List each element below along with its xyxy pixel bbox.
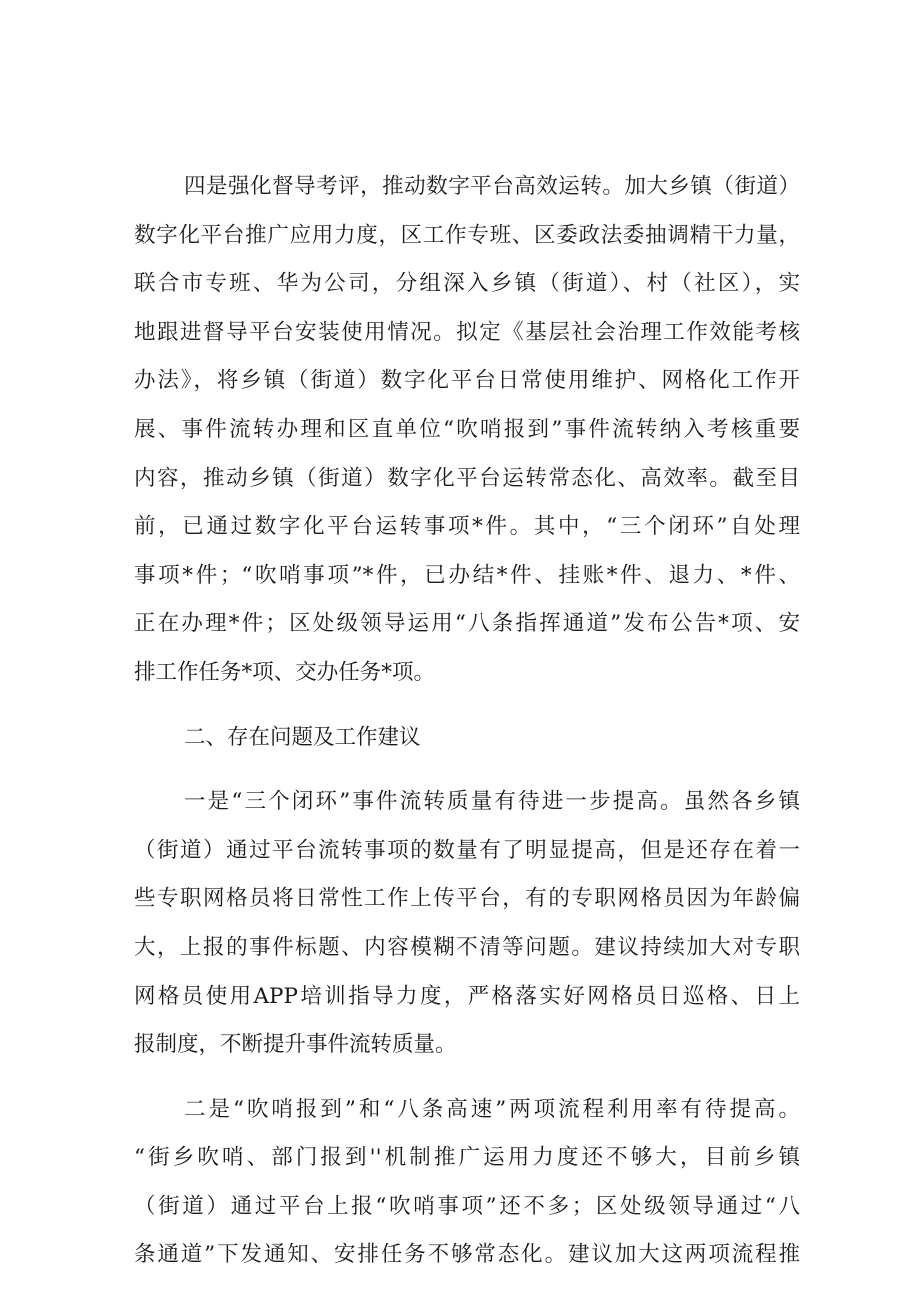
text-line: 展、事件流转办理和区直单位“吹哨报到”事件流转纳入考核重要: [134, 416, 800, 442]
paragraph-whistle-and-eight-channels: [134, 1086, 800, 1280]
paragraph-spacer: [134, 762, 800, 778]
text-line: （街道）通过平台流转事项的数量有了明显提高，但是还存在着一: [134, 837, 800, 863]
text-line: 一是“三个闭环”事件流转质量有待进一步提高。虽然各乡镇: [184, 789, 800, 815]
text-line: 四是强化督导考评，推动数字平台高效运转。加大乡镇（街道）: [184, 174, 800, 199]
paragraph-three-closed-loops: [134, 778, 800, 1070]
text-line: 地跟进督导平台安装使用情况。拟定《基层社会治理工作效能考核: [134, 319, 800, 345]
text-line: 报制度，不断提升事件流转质量。: [134, 1032, 457, 1058]
text-line: 大，上报的事件标题、内容模糊不清等问题。建议持续加大对专职: [134, 934, 800, 960]
paragraph-digital-platform-supervision: [134, 163, 800, 698]
text-line: 内容，推动乡镇（街道）数字化平台运转常态化、高效率。截至目: [134, 465, 800, 491]
text-line: 网格员使用APP培训指导力度，严格落实好网格员日巡格、日上: [134, 983, 800, 1009]
text-line: 排工作任务*项、交办任务*项。: [134, 659, 436, 685]
text-line: 办法》，将乡镇（街道）数字化平台日常使用维护、网格化工作开: [134, 368, 800, 394]
text-line: 数字化平台推广应用力度，区工作专班、区委政法委抽调精干力量，: [134, 222, 800, 248]
text-line: 二是“吹哨报到”和“八条高速”两项流程利用率有待提高。: [184, 1096, 800, 1122]
text-line: （街道）通过平台上报“吹哨事项”还不多；区处级领导通过“八: [134, 1193, 800, 1219]
paragraph-spacer: [134, 1070, 800, 1086]
paragraph-spacer: [134, 698, 800, 714]
document-body: [134, 163, 800, 1280]
text-line: 条通道”下发通知、安排任务不够常态化。建议加大这两项流程推: [134, 1242, 800, 1268]
text-line: 些专职网格员将日常性工作上传平台，有的专职网格员因为年龄偏: [134, 886, 800, 912]
text-line: 前，已通过数字化平台运转事项*件。其中，“三个闭环”自处理: [134, 514, 800, 540]
section-heading-problems-and-suggestions: 二、存在问题及工作建议: [184, 724, 421, 750]
text-line: “街乡吹哨、部门报到''机制推广运用力度还不够大，目前乡镇: [134, 1145, 800, 1171]
text-line: 正在办理*件；区处级领导运用“八条指挥通道”发布公告*项、安: [134, 611, 800, 637]
text-line: 事项*件；“吹哨事项”*件，已办结*件、挂账*件、退力、*件、: [134, 562, 800, 588]
text-line: 联合市专班、华为公司，分组深入乡镇（街道）、村（社区），实: [134, 271, 800, 297]
